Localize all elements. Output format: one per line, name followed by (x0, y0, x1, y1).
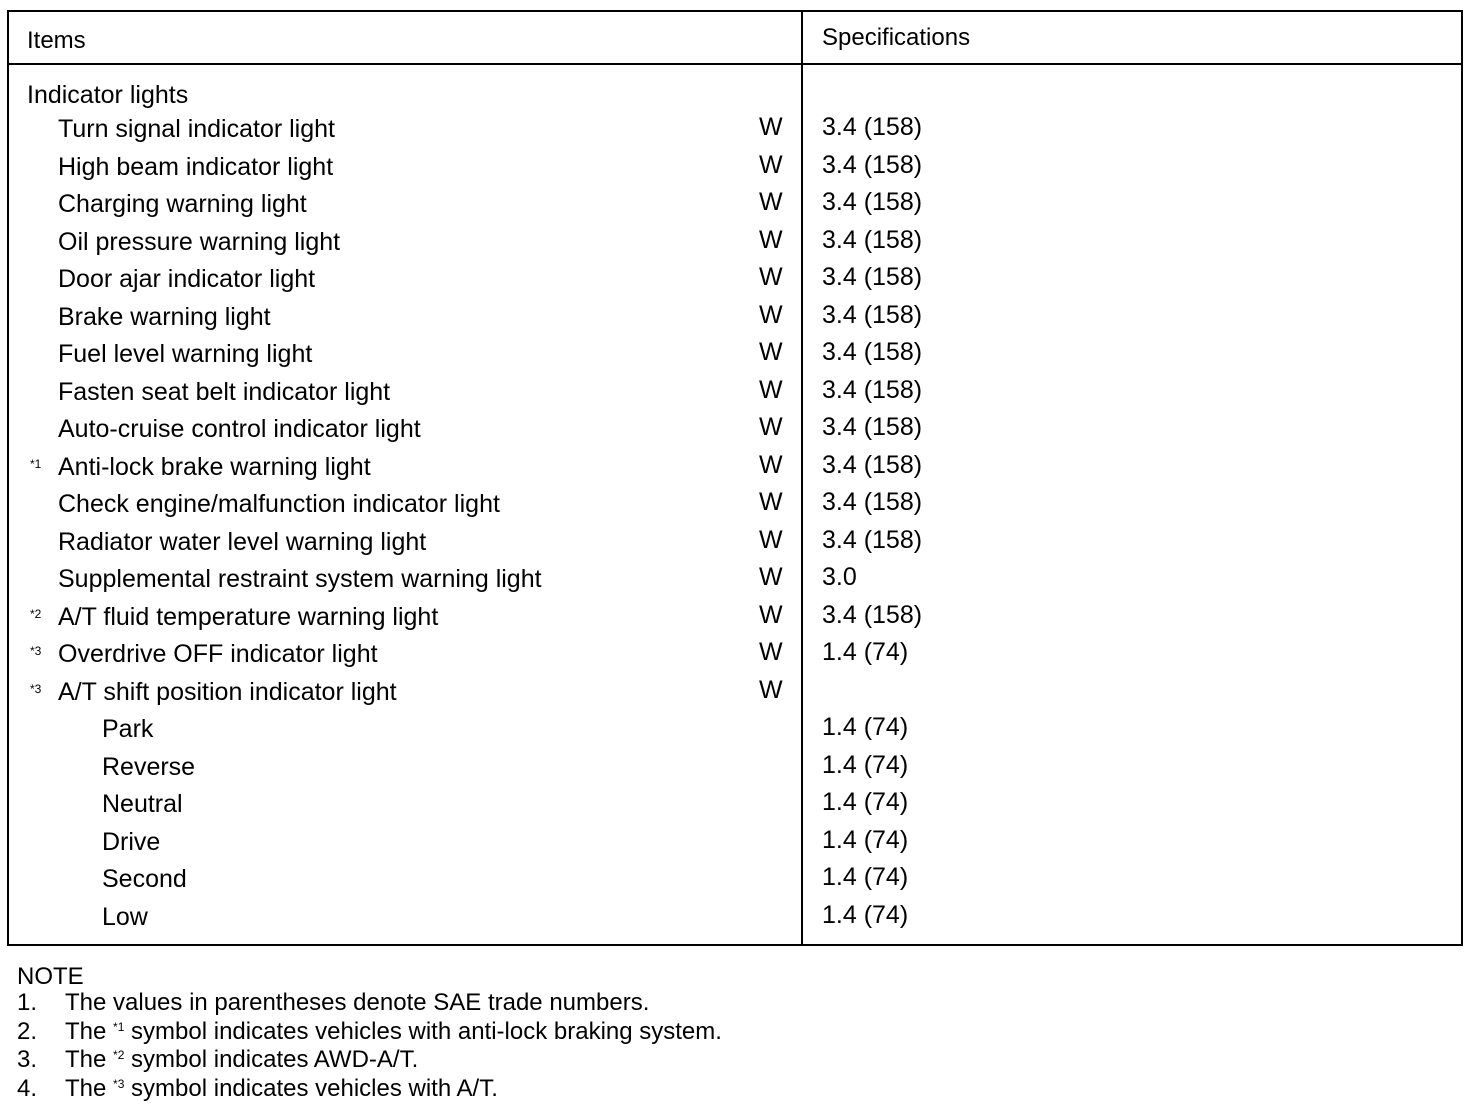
row-bulb-type: W (759, 450, 783, 479)
note-number: 1. (17, 989, 38, 1016)
row-label: Auto-cruise control indicator light (58, 415, 421, 443)
row-bulb-type: W (759, 113, 783, 141)
note-symbol: *3 (113, 1076, 125, 1091)
row-label: Brake warning light (58, 302, 271, 331)
row-label: Radiator water level warning light (58, 527, 427, 556)
table-row (0, 450, 1472, 490)
table-row (0, 565, 1472, 602)
table-row (0, 190, 1472, 227)
table-row (0, 300, 1472, 340)
subrow-spec: 1.4 (74) (822, 900, 909, 929)
note-item (17, 1075, 498, 1103)
note-text-post: symbol indicates vehicles with A/T. (131, 1074, 498, 1102)
row-label: Check engine/malfunction indicator light (58, 490, 500, 518)
row-bulb-type: W (759, 225, 783, 254)
row-spec: 3.4 (158) (822, 188, 923, 216)
note-text-pre: The (65, 1017, 107, 1045)
row-bulb-type: W (759, 563, 783, 591)
row-marker: *3 (30, 681, 42, 696)
table-row (0, 600, 1472, 640)
row-bulb-type: W (759, 638, 783, 666)
table-row (0, 225, 1472, 265)
row-spec: 3.4 (158) (822, 488, 923, 516)
subrow-spec: 1.4 (74) (822, 825, 909, 854)
row-spec: 1.4 (74) (822, 638, 909, 666)
note-symbol: *1 (113, 1019, 125, 1034)
table-row (0, 115, 1472, 152)
row-label: Overdrive OFF indicator light (58, 640, 378, 668)
row-label: A/T fluid temperature warning light (58, 602, 439, 631)
table-row (0, 490, 1472, 527)
note-item (17, 1018, 722, 1046)
note-number: 3. (17, 1046, 38, 1073)
row-bulb-type: W (759, 413, 783, 441)
table-row (0, 265, 1472, 302)
row-bulb-type: W (759, 338, 783, 366)
row-bulb-type: W (759, 488, 783, 516)
row-spec: 3.4 (158) (822, 600, 923, 629)
header-specifications: Specifications (822, 24, 971, 51)
table-subrow (0, 900, 1472, 940)
subrow-label: Reverse (102, 752, 196, 781)
row-bulb-type: W (759, 263, 783, 291)
table-row (0, 675, 1472, 715)
note-text: The values in parentheses denote SAE trade numbers. (65, 989, 650, 1016)
row-bulb-type: W (759, 375, 783, 404)
row-label: A/T shift position indicator light (58, 677, 397, 706)
row-spec: 3.4 (158) (822, 263, 923, 291)
row-bulb-type: W (759, 600, 783, 629)
subrow-label: Park (102, 715, 154, 743)
row-label: Oil pressure warning light (58, 227, 341, 256)
row-bulb-type: W (759, 675, 783, 704)
subrow-label: Neutral (102, 790, 183, 818)
row-bulb-type: W (759, 525, 783, 554)
subrow-spec: 1.4 (74) (822, 750, 909, 779)
subrow-spec: 1.4 (74) (822, 788, 909, 816)
subrow-spec: 1.4 (74) (822, 863, 909, 891)
table-subrow (0, 750, 1472, 790)
row-spec: 3.4 (158) (822, 450, 923, 479)
row-label: Anti-lock brake warning light (58, 452, 371, 481)
row-marker: *2 (30, 606, 42, 621)
row-label: Turn signal indicator light (58, 115, 335, 143)
subrow-label: Low (102, 902, 148, 931)
header-divider (7, 63, 1463, 65)
row-label: Fasten seat belt indicator light (58, 377, 391, 406)
table-row (0, 525, 1472, 565)
row-spec: 3.0 (822, 563, 857, 591)
subrow-label: Second (102, 865, 187, 893)
note-title: NOTE (17, 963, 84, 990)
row-marker: *3 (30, 644, 42, 658)
note-text-pre: The (65, 1074, 107, 1102)
note-text-pre: The (65, 1046, 107, 1073)
group-label: Indicator lights (27, 81, 189, 109)
subrow-label: Drive (102, 827, 161, 856)
subrow-spec: 1.4 (74) (822, 713, 909, 741)
row-spec: 3.4 (158) (822, 150, 923, 179)
note-text-post: symbol indicates vehicles with anti-lock braking system. (131, 1017, 722, 1045)
table-row (0, 375, 1472, 415)
note-number: 2. (17, 1017, 38, 1045)
note-symbol: *2 (113, 1048, 125, 1062)
table-subrow (0, 715, 1472, 752)
row-spec: 3.4 (158) (822, 375, 923, 404)
note-item (17, 1046, 418, 1074)
row-spec: 3.4 (158) (822, 113, 923, 141)
table-row (0, 415, 1472, 452)
row-label: High beam indicator light (58, 152, 334, 181)
row-spec: 3.4 (158) (822, 525, 923, 554)
table-subrow (0, 825, 1472, 865)
row-bulb-type: W (759, 300, 783, 329)
row-label: Fuel level warning light (58, 340, 313, 368)
row-spec: 3.4 (158) (822, 225, 923, 254)
row-spec: 3.4 (158) (822, 338, 923, 366)
row-bulb-type: W (759, 150, 783, 179)
table-subrow (0, 790, 1472, 827)
note-text-post: symbol indicates AWD-A/T. (131, 1046, 419, 1073)
header-items: Items (27, 27, 86, 54)
row-bulb-type: W (759, 188, 783, 216)
row-label: Charging warning light (58, 190, 307, 218)
table-row (0, 150, 1472, 190)
note-item (17, 989, 649, 1017)
table-row (0, 640, 1472, 677)
table-subrow (0, 865, 1472, 902)
row-label: Door ajar indicator light (58, 265, 316, 293)
row-spec: 3.4 (158) (822, 300, 923, 329)
note-number: 4. (17, 1074, 38, 1102)
row-marker: *1 (30, 456, 42, 471)
row-spec: 3.4 (158) (822, 413, 923, 441)
table-row (0, 340, 1472, 377)
row-label: Supplemental restraint system warning light (58, 565, 542, 593)
